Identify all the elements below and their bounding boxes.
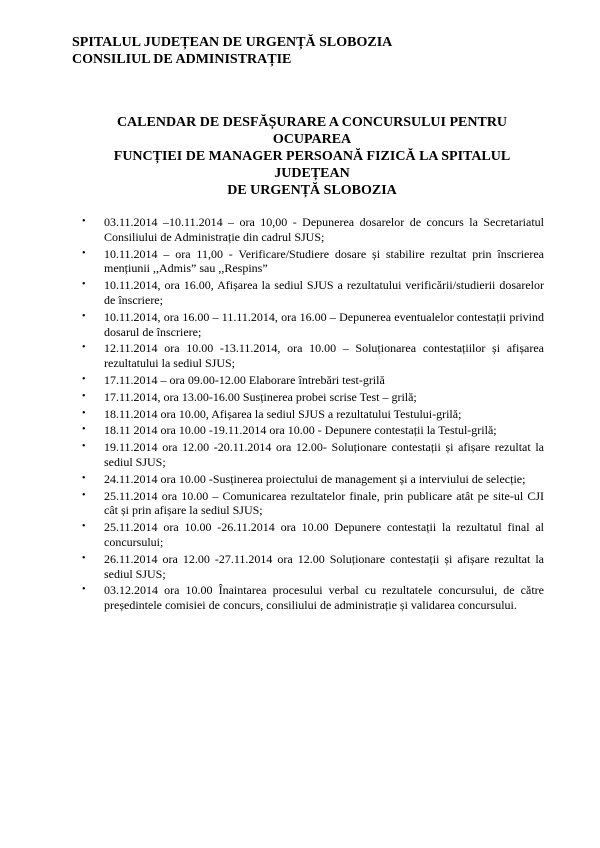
bullet-icon: • [82, 390, 86, 402]
schedule-item-text: 25.11.2014 ora 10.00 – Comunicarea rezultatelor finale, prin publicare atât pe site-ul CJI cât și prin afișare la sediul SJUS; [104, 488, 544, 518]
list-item [72, 472, 544, 487]
schedule-item-text: 03.11.2014 –10.11.2014 – ora 10,00 - Depunerea dosarelor de concurs la Secretariatul Consiliului de Administrație din cadrul SJUS; [104, 215, 544, 244]
schedule-item-text: 17.11.2014 – ora 09.00-12.00 Elaborare întrebări test-grilă [104, 372, 385, 387]
list-item [72, 215, 544, 245]
bullet-icon: • [82, 552, 86, 564]
schedule-item-text: 19.11.2014 ora 12.00 -20.11.2014 ora 12.00- Soluționare contestații și afișare rezultat la sediul SJUS; [104, 440, 544, 469]
schedule-item-text: 12.11.2014 ora 10.00 -13.11.2014, ora 10.00 – Soluționarea contestațiilor și afișarea rezultatului la sediul SJUS; [104, 341, 544, 371]
bullet-icon: • [82, 441, 86, 453]
list-item [72, 390, 544, 405]
list-item [72, 373, 544, 388]
list-item [72, 407, 544, 422]
schedule-item-text: 17.11.2014, ora 13.00-16.00 Susținerea probei scrise Test – grilă; [104, 389, 417, 404]
bullet-icon: • [82, 310, 86, 322]
list-item [72, 440, 544, 470]
bullet-icon: • [82, 247, 86, 259]
list-item [72, 341, 544, 371]
schedule-item-text: 18.11 2014 ora 10.00 -19.11.2014 ora 10.00 - Depunere contestații la Testul-grilă; [104, 423, 497, 438]
schedule-item-text: 10.11.2014 – ora 11,00 - Verificare/Studiere dosare și stabilire rezultat prin înscrierea mențiunii ,,Admis” sau ,,Respins” [104, 246, 544, 276]
document-header [72, 34, 544, 68]
bullet-icon: • [82, 342, 86, 354]
title-line-3: DE URGENȚĂ SLOBOZIA [227, 183, 397, 198]
schedule-item-text: 03.12.2014 ora 10.00 Înaintarea procesului verbal cu rezultatele concursului, de către președintele comisiei de concurs, consiliului de administrație și validarea concursului. [104, 583, 544, 613]
bullet-icon: • [82, 279, 86, 291]
bullet-icon: • [82, 216, 86, 227]
schedule-item-text: 10.11.2014, ora 16.00 – 11.11.2014, ora 16.00 – Depunerea eventualelor contestații privind dosarul de înscriere; [104, 309, 544, 339]
list-item [72, 278, 544, 308]
list-item [72, 310, 544, 340]
list-item [72, 583, 544, 613]
list-item [72, 247, 544, 277]
bullet-icon: • [82, 472, 86, 484]
schedule-item-text: 18.11.2014 ora 10.00, Afișarea la sediul SJUS a rezultatului Testului-grilă; [104, 406, 462, 421]
schedule-item-text: 10.11.2014, ora 16.00, Afișarea la sediul SJUS a rezultatului verificării/studierii dosarelor de înscriere; [104, 278, 544, 307]
document-title [72, 114, 544, 199]
bullet-icon: • [82, 521, 86, 533]
list-item [72, 489, 544, 519]
schedule-item-text: 26.11.2014 ora 12.00 -27.11.2014 ora 12.00 Soluționare contestații și afișare rezultat la sediul SJUS; [104, 551, 544, 581]
title-line-1: CALENDAR DE DESFĂȘURARE A CONCURSULUI PENTRU OCUPAREA [116, 115, 508, 147]
bullet-icon: • [82, 373, 86, 385]
institution-name: SPITALUL JUDEȚEAN DE URGENȚĂ SLOBOZIA [72, 35, 393, 50]
bullet-icon: • [82, 584, 86, 596]
list-item [72, 423, 544, 438]
schedule-item-text: 25.11.2014 ora 10.00 -26.11.2014 ora 10.00 Depunere contestații la rezultatul final al concursului; [104, 520, 544, 549]
list-item [72, 552, 544, 582]
schedule-list [72, 215, 544, 613]
bullet-icon: • [82, 489, 86, 501]
list-item [72, 520, 544, 550]
board-name: CONSILIUL DE ADMINISTRAȚIE [72, 52, 292, 67]
schedule-item-text: 24.11.2014 ora 10.00 -Susținerea proiectului de management și a interviului de selecție; [104, 471, 526, 486]
title-line-2: FUNCȚIEI DE MANAGER PERSOANĂ FIZICĂ LA SPITALUL JUDEȚEAN [113, 149, 511, 181]
bullet-icon: • [82, 424, 86, 436]
bullet-icon: • [82, 407, 86, 419]
